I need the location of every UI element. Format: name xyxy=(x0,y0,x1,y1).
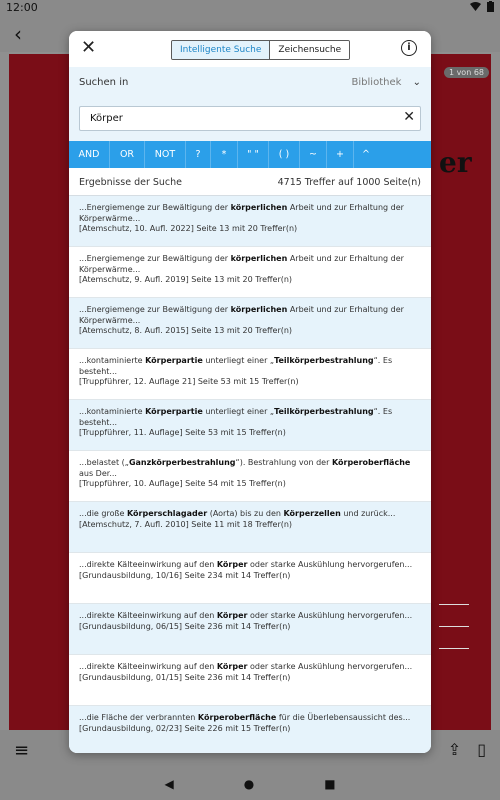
chevron-down-icon: ⌄ xyxy=(412,77,421,88)
result-item[interactable] xyxy=(69,247,431,298)
dialog-header xyxy=(69,31,431,67)
operator-button[interactable]: AND xyxy=(69,141,110,168)
share-icon[interactable]: ⇪ xyxy=(447,740,462,759)
operator-button[interactable]: OR xyxy=(110,141,145,168)
operator-button[interactable]: + xyxy=(327,141,354,168)
result-text: ...Energiemenge zur Bewältigung der xyxy=(79,254,231,263)
result-text: “). Bestrahlung von der xyxy=(235,458,332,467)
result-text: ...direkte Kälteeinwirkung auf den xyxy=(79,560,217,569)
result-source: [Atemschutz, 10. Aufl. 2022] Seite 13 mit 20 Treffer(n) xyxy=(79,224,298,233)
result-text: unterliegt einer „ xyxy=(202,407,275,416)
nav-home-icon[interactable]: ● xyxy=(243,777,255,791)
result-source: [Atemschutz, 9. Aufl. 2019] Seite 13 mit 20 Treffer(n) xyxy=(79,275,293,284)
results-title: Ergebnisse der Suche xyxy=(79,177,183,188)
search-scope-label: Suchen in xyxy=(79,77,129,88)
operator-button[interactable]: ^ xyxy=(362,149,370,160)
result-item[interactable] xyxy=(69,655,431,706)
back-arrow-icon[interactable]: ‹ xyxy=(14,22,22,46)
result-source: [Truppführer, 12. Auflage 21] Seite 53 mit 15 Treffer(n) xyxy=(79,377,299,386)
results-header xyxy=(69,168,431,196)
result-snippet xyxy=(79,611,421,622)
result-item[interactable] xyxy=(69,502,431,553)
result-text: und zurück... xyxy=(340,509,396,518)
result-snippet xyxy=(79,305,421,326)
search-scope-value: Bibliothek xyxy=(351,77,402,88)
status-icons xyxy=(470,1,494,12)
search-input-area xyxy=(69,99,431,141)
search-input[interactable] xyxy=(79,106,421,131)
result-text: ...kontaminierte xyxy=(79,407,146,416)
result-text: ...kontaminierte xyxy=(79,356,146,365)
cover-title-fragment: er xyxy=(439,146,472,179)
result-item[interactable] xyxy=(69,553,431,604)
result-item[interactable] xyxy=(69,451,431,502)
result-snippet xyxy=(79,254,421,275)
result-item[interactable] xyxy=(69,604,431,655)
close-icon[interactable]: ✕ xyxy=(81,37,97,58)
result-highlight: körperlichen xyxy=(230,305,288,314)
status-bar xyxy=(0,0,500,16)
toggle-intelligent-search[interactable]: Intelligente Suche xyxy=(172,41,270,59)
search-mode-toggle xyxy=(171,40,350,60)
operator-bar xyxy=(69,141,431,168)
result-text: oder starke Auskühlung hervorgerufen... xyxy=(247,662,413,671)
result-highlight: Körperpartie xyxy=(145,407,203,416)
result-source: [Truppführer, 10. Auflage] Seite 54 mit 15 Treffer(n) xyxy=(79,479,286,488)
nav-recents-icon[interactable]: ■ xyxy=(324,777,336,791)
result-snippet xyxy=(79,203,421,224)
clear-icon[interactable]: ✕ xyxy=(403,109,415,125)
result-highlight: Teilkörperbestrahlung xyxy=(274,407,374,416)
result-text: ...direkte Kälteeinwirkung auf den xyxy=(79,611,217,620)
nav-back-icon[interactable]: ◀ xyxy=(164,777,174,791)
result-highlight: Körperschlagader xyxy=(126,509,208,518)
operator-button[interactable]: ? xyxy=(186,141,211,168)
result-text: ...Energiemenge zur Bewältigung der xyxy=(79,203,231,212)
result-highlight: Körper xyxy=(216,662,248,671)
result-highlight: Körperoberfläche xyxy=(197,713,277,722)
result-source: [Grundausbildung, 01/15] Seite 236 mit 14 Treffer(n) xyxy=(79,672,291,682)
result-snippet xyxy=(79,662,421,673)
battery-icon xyxy=(487,1,494,12)
page-badge: 1 von 68 xyxy=(444,67,489,78)
result-highlight: Teilkörperbestrahlung xyxy=(274,356,374,365)
result-source: [Atemschutz, 8. Aufl. 2015] Seite 13 mit 20 Treffer(n) xyxy=(79,326,293,335)
result-highlight: körperlichen xyxy=(230,254,288,263)
result-text: ...Energiemenge zur Bewältigung der xyxy=(79,305,231,314)
result-highlight: Ganzkörperbestrahlung xyxy=(128,458,236,467)
result-text: ...belastet („ xyxy=(79,458,129,467)
search-dialog xyxy=(69,31,431,753)
result-source: [Grundausbildung, 10/16] Seite 234 mit 14 Treffer(n) xyxy=(79,570,291,580)
search-scope-select[interactable] xyxy=(352,77,421,88)
operator-button[interactable]: * xyxy=(211,141,238,168)
result-text: “. Es besteht... xyxy=(79,356,393,376)
result-snippet xyxy=(79,713,421,724)
result-highlight: körperlichen xyxy=(230,203,288,212)
info-icon[interactable]: i xyxy=(401,40,417,56)
result-item[interactable] xyxy=(69,196,431,247)
operator-button[interactable]: " " xyxy=(238,141,269,168)
result-text: Arbeit und zur Erhaltung der Körperwärme... xyxy=(79,203,404,223)
result-source: [Grundausbildung, 06/15] Seite 236 mit 14 Treffer(n) xyxy=(79,621,291,631)
search-scope-row[interactable] xyxy=(69,67,431,99)
system-nav-bar xyxy=(0,768,500,800)
result-highlight: Körperpartie xyxy=(145,356,203,365)
status-time: 12:00 xyxy=(6,1,38,14)
result-item[interactable] xyxy=(69,298,431,349)
toolbar-right-icons xyxy=(448,740,486,759)
result-text: ...direkte Kälteeinwirkung auf den xyxy=(79,662,217,671)
result-source: [Grundausbildung, 02/23] Seite 226 mit 15 Treffer(n) xyxy=(79,723,291,733)
result-highlight: Körper xyxy=(216,611,248,620)
result-source: [Atemschutz, 7. Aufl. 2010] Seite 11 mit 18 Treffer(n) xyxy=(79,519,293,529)
result-text: unterliegt einer „ xyxy=(202,356,275,365)
result-snippet xyxy=(79,407,421,428)
results-list xyxy=(69,196,431,753)
cover-divider xyxy=(439,648,469,649)
cover-divider xyxy=(439,626,469,627)
menu-icon[interactable]: ≡ xyxy=(14,740,30,761)
results-count: 4715 Treffer auf 1000 Seite(n) xyxy=(277,177,421,188)
wifi-icon xyxy=(470,2,481,11)
result-highlight: Körper xyxy=(216,560,248,569)
result-snippet xyxy=(79,356,421,377)
bookmark-icon[interactable]: ▯ xyxy=(477,740,486,759)
result-text: aus Der... xyxy=(79,468,117,478)
result-snippet xyxy=(79,560,421,571)
operator-button[interactable]: ( ) xyxy=(269,141,300,168)
operator-button[interactable]: ~ xyxy=(300,141,327,168)
cover-divider xyxy=(439,604,469,605)
result-snippet xyxy=(79,509,421,520)
result-text: ...die große xyxy=(79,509,127,518)
result-source: [Truppführer, 11. Auflage] Seite 53 mit 15 Treffer(n) xyxy=(79,428,286,437)
result-text: Arbeit und zur Erhaltung der Körperwärme... xyxy=(79,254,404,274)
toggle-character-search[interactable]: Zeichensuche xyxy=(270,41,349,59)
result-text: (Aorta) bis zu den xyxy=(207,509,284,518)
result-text: “. Es besteht... xyxy=(79,407,393,427)
operator-button[interactable]: NOT xyxy=(145,141,186,168)
result-item[interactable] xyxy=(69,400,431,451)
result-text: ...die Fläche der verbrannten xyxy=(79,713,198,722)
result-item[interactable] xyxy=(69,349,431,400)
result-highlight: Körperoberfläche xyxy=(331,458,411,467)
result-text: Arbeit und zur Erhaltung der Körperwärme... xyxy=(79,305,404,325)
result-snippet xyxy=(79,458,421,479)
result-highlight: Körperzellen xyxy=(283,509,341,518)
result-text: oder starke Auskühlung hervorgerufen... xyxy=(247,611,413,620)
result-text: oder starke Auskühlung hervorgerufen... xyxy=(247,560,413,569)
result-text: für die Überlebensaussicht des... xyxy=(276,713,411,722)
result-item[interactable] xyxy=(69,706,431,753)
